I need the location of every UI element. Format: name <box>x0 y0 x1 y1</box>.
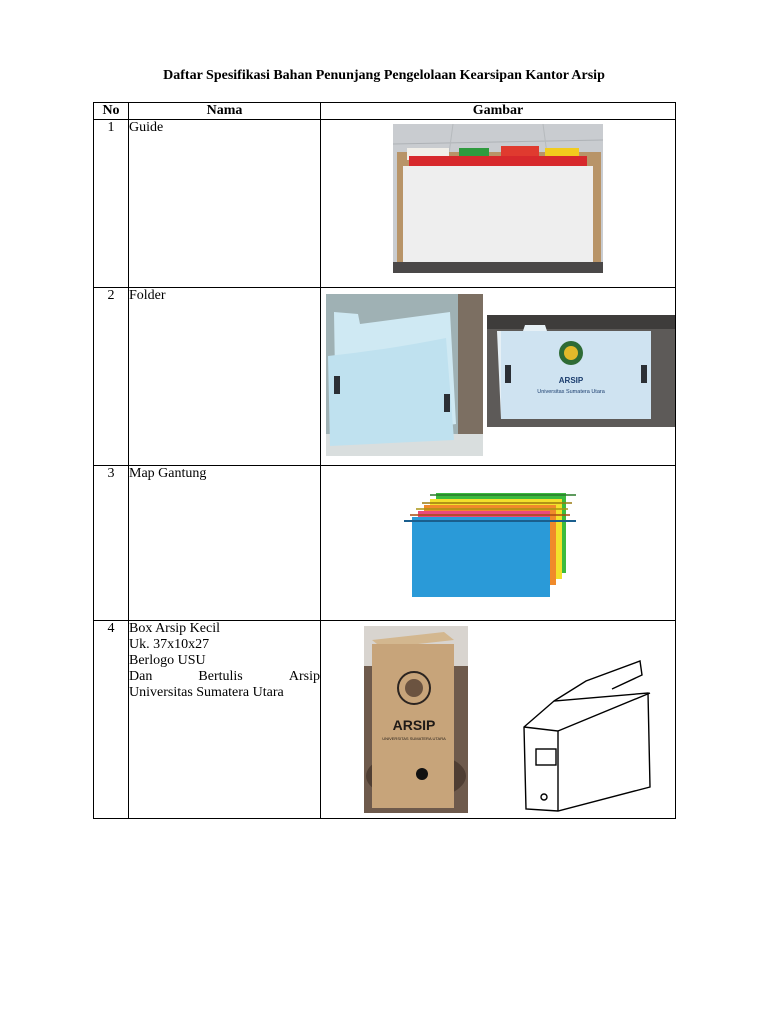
hanging-folder-photo <box>400 489 576 600</box>
header-gambar: Gambar <box>321 103 676 120</box>
name-word: Arsip <box>288 669 320 684</box>
table-row <box>94 288 676 466</box>
folder-photo-1 <box>326 294 483 456</box>
header-no: No <box>94 103 129 120</box>
folder-label: ARSIP <box>558 376 584 385</box>
name-word: Bertulis <box>198 669 243 684</box>
name-line: Uk. 37x10x27 <box>129 637 210 652</box>
row-name <box>129 288 321 466</box>
name-word: Dan <box>129 669 153 684</box>
row-number: 2 <box>94 288 129 466</box>
row-number: 4 <box>94 621 129 819</box>
archive-box-sketch <box>516 659 656 816</box>
table-row <box>94 120 676 288</box>
name-line: Berlogo USU <box>129 653 206 668</box>
folder-sublabel: Universitas Sumatera Utara <box>537 389 605 395</box>
row-name <box>129 120 321 288</box>
row-number: 1 <box>94 120 129 288</box>
spec-table <box>93 102 676 819</box>
archive-box-photo <box>364 626 468 813</box>
document-title: Daftar Spesifikasi Bahan Penunjang Pengelolaan Kearsipan Kantor Arsip <box>163 68 605 83</box>
folder-photo-2 <box>487 315 675 427</box>
name-line: Box Arsip Kecil <box>129 621 220 636</box>
box-sublabel: UNIVERSITAS SUMATERA UTARA <box>382 736 446 741</box>
row-image-cell <box>321 621 676 819</box>
name-line-justified <box>129 669 320 685</box>
header-nama: Nama <box>129 103 321 120</box>
name-line: Guide <box>129 120 164 135</box>
table-row <box>94 621 676 819</box>
table-header-row <box>94 103 676 120</box>
row-name <box>129 466 321 621</box>
row-image-cell <box>321 120 676 288</box>
name-line: Folder <box>129 288 166 303</box>
row-number: 3 <box>94 466 129 621</box>
row-name <box>129 621 321 819</box>
row-image-cell <box>321 466 676 621</box>
table-row <box>94 466 676 621</box>
row-image-cell <box>321 288 676 466</box>
name-line: Universitas Sumatera Utara <box>129 685 284 700</box>
guide-photo <box>393 124 603 273</box>
name-line: Map Gantung <box>129 466 207 481</box>
box-label: ARSIP <box>392 717 436 733</box>
